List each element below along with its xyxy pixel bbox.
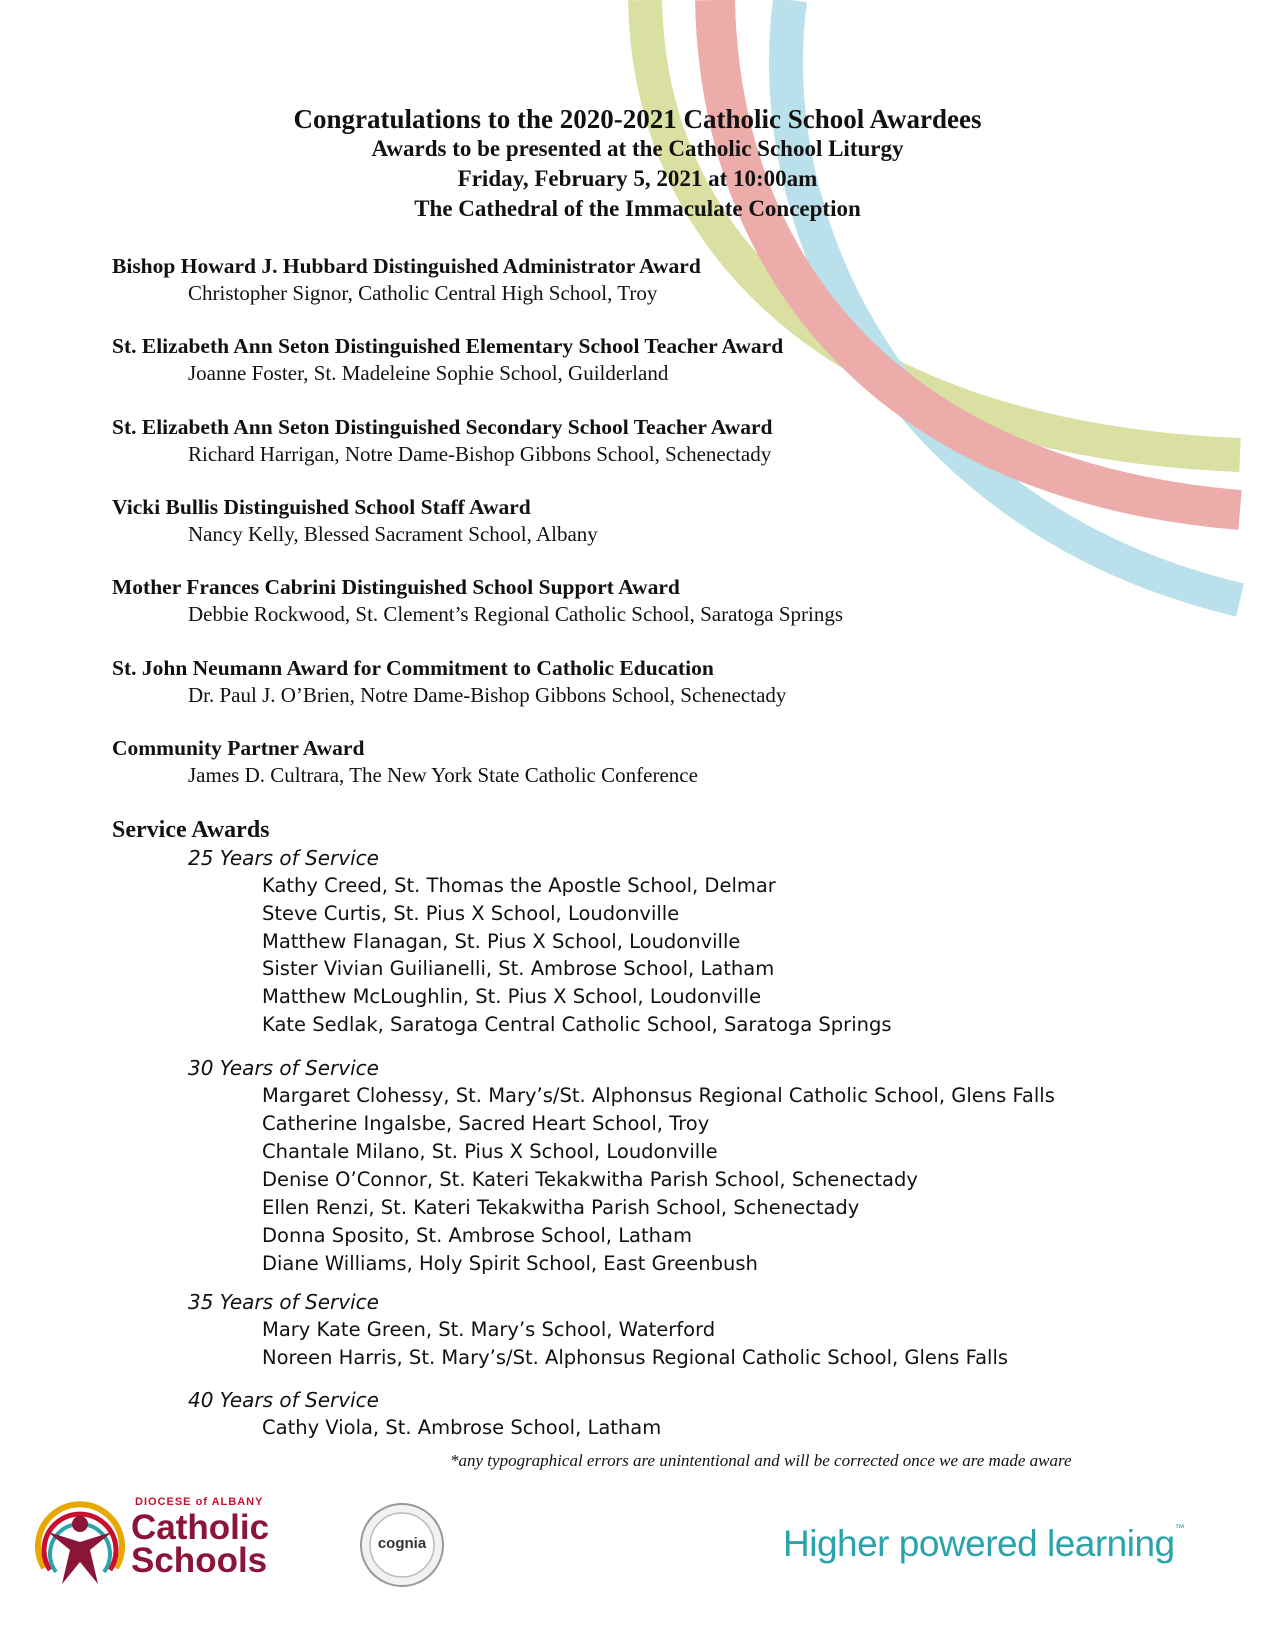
award-title: Community Partner Award [112,736,365,760]
award-title: Bishop Howard J. Hubbard Distinguished Administrator Award [112,254,701,278]
award-title: St. John Neumann Award for Commitment to Catholic Education [112,656,714,680]
list-item: Kate Sedlak, Saratoga Central Catholic School, Saratoga Springs [262,1013,892,1036]
event-date: Friday, February 5, 2021 at 10:00am [457,166,818,191]
list-item: Diane Williams, Holy Spirit School, East Greenbush [262,1252,758,1275]
list-item: Chantale Milano, St. Pius X School, Loudonville [262,1140,718,1163]
logo-diocese-text: DIOCESE of ALBANY [135,1496,264,1508]
list-item: Steve Curtis, St. Pius X School, Loudonville [262,902,680,925]
service-awards-heading: Service Awards [112,817,270,843]
service-tier-label: 35 Years of Service [188,1290,379,1314]
list-item: Noreen Harris, St. Mary’s/St. Alphonsus Regional Catholic School, Glens Falls [262,1346,1009,1369]
award-title: Vicki Bullis Distinguished School Staff Award [112,495,531,519]
tagline [783,1523,1184,1565]
list-item: Cathy Viola, St. Ambrose School, Latham [262,1416,662,1439]
tagline-text: Higher powered learning [783,1523,1175,1564]
logo-catholic-text: Catholic [131,1508,270,1547]
list-item: Donna Sposito, St. Ambrose School, Latham [262,1224,692,1247]
award-title: Mother Frances Cabrini Distinguished School Support Award [112,575,680,599]
award-title: St. Elizabeth Ann Seton Distinguished Secondary School Teacher Award [112,415,773,439]
event-subtitle: Awards to be presented at the Catholic School Liturgy [371,136,904,161]
service-tier-label: 30 Years of Service [188,1056,379,1080]
disclaimer-note: *any typographical errors are unintentional and will be corrected once we are made aware [450,1451,1072,1470]
list-item: Denise O’Connor, St. Kateri Tekakwitha Parish School, Schenectady [262,1168,918,1191]
award-title: St. Elizabeth Ann Seton Distinguished Elementary School Teacher Award [112,334,784,358]
catholic-schools-logo-icon [28,1490,132,1588]
service-tier-label: 40 Years of Service [188,1388,379,1412]
seal-wordmark: cognia [377,1535,427,1552]
logo-schools-text: Schools [131,1541,268,1580]
service-tier-label: 25 Years of Service [188,846,379,870]
list-item: Sister Vivian Guilianelli, St. Ambrose School, Latham [262,957,775,980]
award-recipient: James D. Cultrara, The New York State Catholic Conference [188,763,698,787]
award-recipient: Nancy Kelly, Blessed Sacrament School, Albany [188,522,598,546]
list-item: Matthew McLoughlin, St. Pius X School, Loudonville [262,985,762,1008]
list-item: Matthew Flanagan, St. Pius X School, Loudonville [262,930,741,953]
award-recipient: Debbie Rockwood, St. Clement’s Regional Catholic School, Saratoga Springs [188,602,844,626]
trademark-mark: ™ [1174,1523,1185,1534]
award-recipient: Richard Harrigan, Notre Dame-Bishop Gibbons School, Schenectady [188,442,772,466]
list-item: Margaret Clohessy, St. Mary’s/St. Alphonsus Regional Catholic School, Glens Falls [262,1084,1055,1107]
award-recipient: Christopher Signor, Catholic Central High School, Troy [188,281,658,305]
list-item: Mary Kate Green, St. Mary’s School, Waterford [262,1318,716,1341]
list-item: Kathy Creed, St. Thomas the Apostle School, Delmar [262,874,776,897]
page-title: Congratulations to the 2020-2021 Catholic School Awardees [293,104,982,134]
event-location: The Cathedral of the Immaculate Conception [414,196,861,221]
list-item: Catherine Ingalsbe, Sacred Heart School, Troy [262,1112,710,1135]
list-item: Ellen Renzi, St. Kateri Tekakwitha Parish School, Schenectady [262,1196,860,1219]
award-recipient: Joanne Foster, St. Madeleine Sophie School, Guilderland [188,361,669,385]
award-recipient: Dr. Paul J. O’Brien, Notre Dame-Bishop Gibbons School, Schenectady [188,683,787,707]
